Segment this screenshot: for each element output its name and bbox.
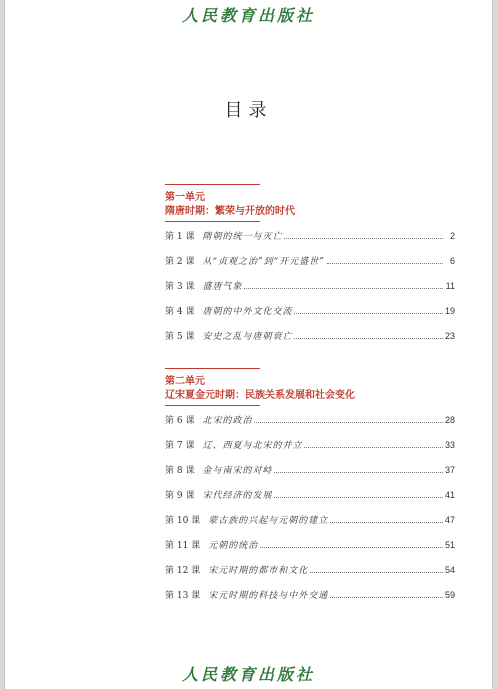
toc-entry[interactable] xyxy=(165,463,455,488)
page-number: 23 xyxy=(444,331,455,341)
lesson-title: 元朝的统治 xyxy=(208,541,259,551)
dot-leader xyxy=(330,522,443,523)
publisher-logo-bottom xyxy=(5,662,492,685)
lesson-number: 第 8 课 xyxy=(165,466,195,476)
lesson-number: 第 4 课 xyxy=(165,307,195,317)
dot-leader xyxy=(294,313,443,314)
lesson-title: 隋朝的统一与灭亡 xyxy=(202,232,283,242)
lesson-number: 第 11 课 xyxy=(165,541,201,551)
unit-label: 第一单元 xyxy=(165,192,205,203)
unit-section-1 xyxy=(165,184,455,354)
lesson-title: 盛唐气象 xyxy=(202,282,243,292)
unit-subtitle: 隋唐时期：繁荣与开放的时代 xyxy=(165,206,295,217)
publisher-logo-top xyxy=(5,3,492,26)
lesson-title: 宋元时期的都市和文化 xyxy=(208,566,309,576)
toc-entry[interactable] xyxy=(165,229,455,254)
dot-leader xyxy=(274,472,443,473)
lesson-title: 蒙古族的兴起与元朝的建立 xyxy=(208,516,329,526)
unit-label: 第二单元 xyxy=(165,376,205,387)
dot-leader xyxy=(260,547,443,548)
dot-leader xyxy=(310,572,443,573)
lesson-number: 第 1 课 xyxy=(165,232,195,242)
lesson-number: 第 13 课 xyxy=(165,591,201,601)
lesson-title: 唐朝的中外文化交流 xyxy=(202,307,293,317)
lesson-list xyxy=(165,229,455,354)
unit-divider xyxy=(165,221,260,222)
toc-entry[interactable] xyxy=(165,304,455,329)
lesson-title: 宋代经济的发展 xyxy=(202,491,273,501)
page-number: 33 xyxy=(444,440,455,450)
toc-entry[interactable] xyxy=(165,488,455,513)
lesson-number: 第 6 课 xyxy=(165,416,195,426)
page-number: 6 xyxy=(449,256,455,266)
toc-entry[interactable] xyxy=(165,513,455,538)
lesson-number: 第 9 课 xyxy=(165,491,195,501)
publisher-logo-text: 人民教育出版社 xyxy=(181,665,315,684)
lesson-number: 第 3 课 xyxy=(165,282,195,292)
lesson-number: 第 2 课 xyxy=(165,257,195,267)
dot-leader xyxy=(274,497,443,498)
page-number: 19 xyxy=(444,306,455,316)
dot-leader xyxy=(244,288,443,289)
lesson-number: 第 7 课 xyxy=(165,441,195,451)
lesson-title: 北宋的政治 xyxy=(202,416,253,426)
lesson-list xyxy=(165,413,455,613)
lesson-title: 宋元时期的科技与中外交通 xyxy=(208,591,329,601)
page-number: 47 xyxy=(444,515,455,525)
lesson-title: 从“贞观之治”到“开元盛世” xyxy=(202,257,325,267)
dot-leader xyxy=(330,597,443,598)
page-number: 37 xyxy=(444,465,455,475)
lesson-number: 第 10 课 xyxy=(165,516,201,526)
page-number: 54 xyxy=(444,565,455,575)
page-number: 51 xyxy=(444,540,455,550)
lesson-number: 第 12 课 xyxy=(165,566,201,576)
page-number: 11 xyxy=(445,281,455,291)
unit-subtitle: 辽宋夏金元时期：民族关系发展和社会变化 xyxy=(165,390,355,401)
toc-entry[interactable] xyxy=(165,588,455,613)
toc-entry[interactable] xyxy=(165,563,455,588)
unit-section-2 xyxy=(165,368,455,613)
dot-leader xyxy=(304,447,443,448)
dot-leader xyxy=(254,422,443,423)
dot-leader xyxy=(294,338,443,339)
toc-title: 目录 xyxy=(224,100,273,121)
page-number: 59 xyxy=(444,590,455,600)
page-number: 2 xyxy=(449,231,455,241)
document-page xyxy=(4,0,493,689)
lesson-title: 安史之乱与唐朝衰亡 xyxy=(202,332,293,342)
page-number: 28 xyxy=(444,415,455,425)
unit-divider xyxy=(165,368,260,369)
unit-divider xyxy=(165,405,260,406)
toc-entry[interactable] xyxy=(165,329,455,354)
dot-leader xyxy=(284,238,443,239)
lesson-title: 辽、西夏与北宋的并立 xyxy=(202,441,303,451)
dot-leader xyxy=(327,263,443,264)
publisher-logo-text: 人民教育出版社 xyxy=(181,6,315,25)
toc-entry[interactable] xyxy=(165,538,455,563)
unit-divider xyxy=(165,184,260,185)
lesson-number: 第 5 课 xyxy=(165,332,195,342)
toc-entry[interactable] xyxy=(165,438,455,463)
lesson-title: 金与南宋的对峙 xyxy=(202,466,273,476)
page-number: 41 xyxy=(444,490,455,500)
toc-entry[interactable] xyxy=(165,279,455,304)
toc-entry[interactable] xyxy=(165,413,455,438)
toc-entry[interactable] xyxy=(165,254,455,279)
